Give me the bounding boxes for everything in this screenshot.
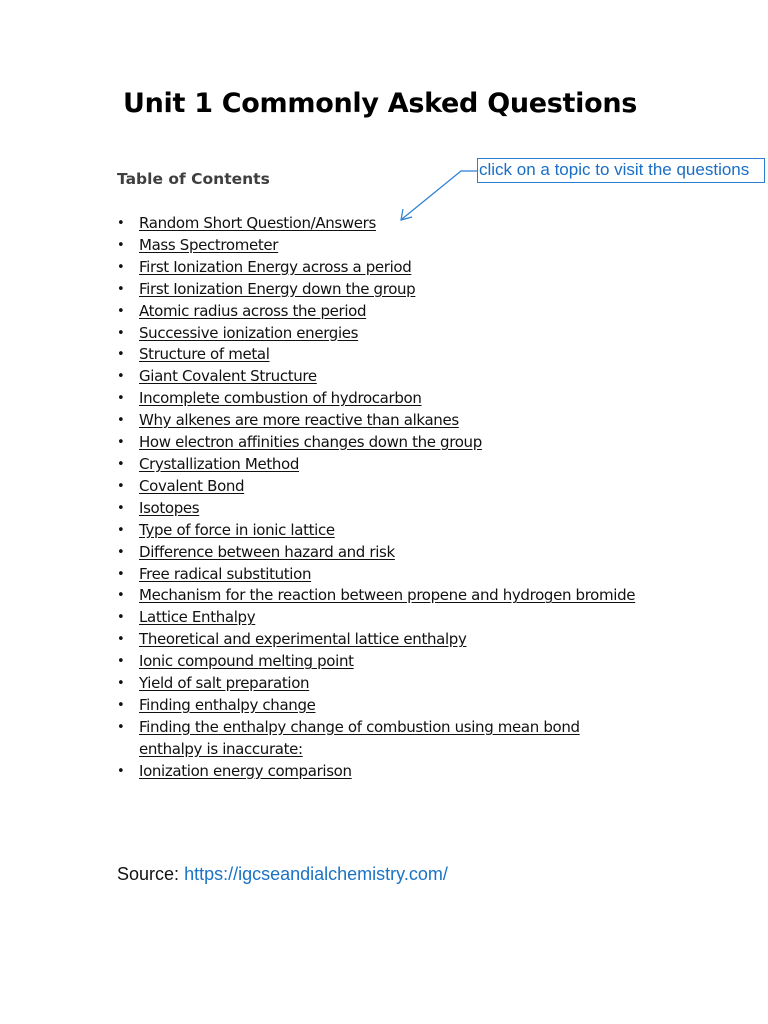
bullet-icon: • (117, 391, 125, 407)
bullet-icon: • (117, 610, 125, 626)
toc-item (117, 410, 637, 432)
bullet-icon: • (117, 719, 125, 735)
toc-item (117, 607, 637, 629)
toc-link[interactable]: Theoretical and experimental lattice enthalpy (139, 630, 467, 649)
toc-link[interactable]: Finding the enthalpy change of combustion using mean bond enthalpy is inaccurate: (139, 717, 580, 758)
toc-item (117, 344, 637, 366)
bullet-icon: • (117, 654, 125, 670)
toc-link[interactable]: Ionic compound melting point (139, 652, 354, 671)
bullet-icon: • (117, 325, 125, 341)
toc-item (117, 651, 637, 673)
toc-link[interactable]: Giant Covalent Structure (139, 367, 317, 386)
toc-link[interactable]: Covalent Bond (139, 476, 245, 495)
bullet-icon: • (117, 544, 125, 560)
toc-link[interactable]: Mechanism for the reaction between propene and hydrogen bromide (139, 586, 636, 605)
toc-link[interactable]: Yield of salt preparation (139, 674, 310, 693)
toc-item (117, 323, 637, 345)
toc-item (117, 673, 637, 695)
bullet-icon: • (117, 216, 125, 231)
bullet-icon: • (117, 676, 125, 692)
toc-item (117, 279, 637, 301)
toc-item (117, 454, 637, 476)
toc-item (117, 213, 637, 235)
toc-item (117, 695, 637, 717)
toc-link[interactable]: Finding enthalpy change (139, 695, 316, 714)
source-link[interactable]: https://igcseandialchemistry.com/ (184, 864, 448, 884)
toc-item (117, 564, 637, 586)
toc-link[interactable]: Type of force in ionic lattice (139, 520, 335, 539)
toc-item (117, 520, 637, 542)
callout-box: click on a topic to visit the questions (477, 158, 765, 183)
toc-link[interactable]: First Ionization Energy down the group (139, 279, 416, 298)
toc-link[interactable]: Free radical substitution (139, 564, 312, 583)
toc-link[interactable]: Why alkenes are more reactive than alkanes (139, 411, 459, 430)
source-line (117, 864, 448, 885)
toc-link[interactable]: Mass Spectrometer (139, 235, 279, 254)
toc-item (117, 235, 637, 257)
toc-heading: Table of Contents (117, 170, 270, 188)
bullet-icon: • (117, 478, 125, 494)
toc-link[interactable]: First Ionization Energy across a period (139, 257, 412, 276)
bullet-icon: • (117, 303, 125, 319)
toc-link[interactable]: How electron affinities changes down the group (139, 433, 482, 452)
toc-item (117, 257, 637, 279)
toc-link[interactable]: Lattice Enthalpy (139, 608, 256, 627)
toc-item (117, 301, 637, 323)
toc-link[interactable]: Ionization energy comparison (139, 761, 352, 780)
bullet-icon: • (117, 697, 125, 713)
bullet-icon: • (117, 500, 125, 516)
bullet-icon: • (117, 522, 125, 538)
toc-link[interactable]: Difference between hazard and risk (139, 542, 395, 561)
toc-link[interactable]: Isotopes (139, 498, 200, 517)
page-title: Unit 1 Commonly Asked Questions (123, 88, 638, 119)
bullet-icon: • (117, 588, 125, 604)
bullet-icon: • (117, 347, 125, 363)
bullet-icon: • (117, 413, 125, 429)
source-label: Source: (117, 864, 180, 884)
toc-item (117, 388, 637, 410)
bullet-icon: • (117, 632, 125, 648)
toc-item (117, 629, 637, 651)
toc-link[interactable]: Random Short Question/Answers (139, 214, 376, 232)
toc-item (117, 761, 637, 783)
bullet-icon: • (117, 259, 125, 275)
toc-link[interactable]: Successive ionization energies (139, 323, 359, 342)
toc-item (117, 717, 637, 761)
bullet-icon: • (117, 281, 125, 297)
bullet-icon: • (117, 566, 125, 582)
toc-list (117, 213, 637, 783)
bullet-icon: • (117, 456, 125, 472)
toc-item (117, 366, 637, 388)
toc-item (117, 498, 637, 520)
bullet-icon: • (117, 237, 125, 253)
bullet-icon: • (117, 369, 125, 385)
toc-link[interactable]: Crystallization Method (139, 454, 300, 473)
bullet-icon: • (117, 763, 125, 779)
bullet-icon: • (117, 435, 125, 451)
toc-item (117, 476, 637, 498)
toc-link[interactable]: Incomplete combustion of hydrocarbon (139, 389, 422, 408)
toc-item (117, 585, 637, 607)
toc-item (117, 542, 637, 564)
toc-link[interactable]: Atomic radius across the period (139, 301, 367, 320)
toc-link[interactable]: Structure of metal (139, 345, 270, 364)
toc-item (117, 432, 637, 454)
